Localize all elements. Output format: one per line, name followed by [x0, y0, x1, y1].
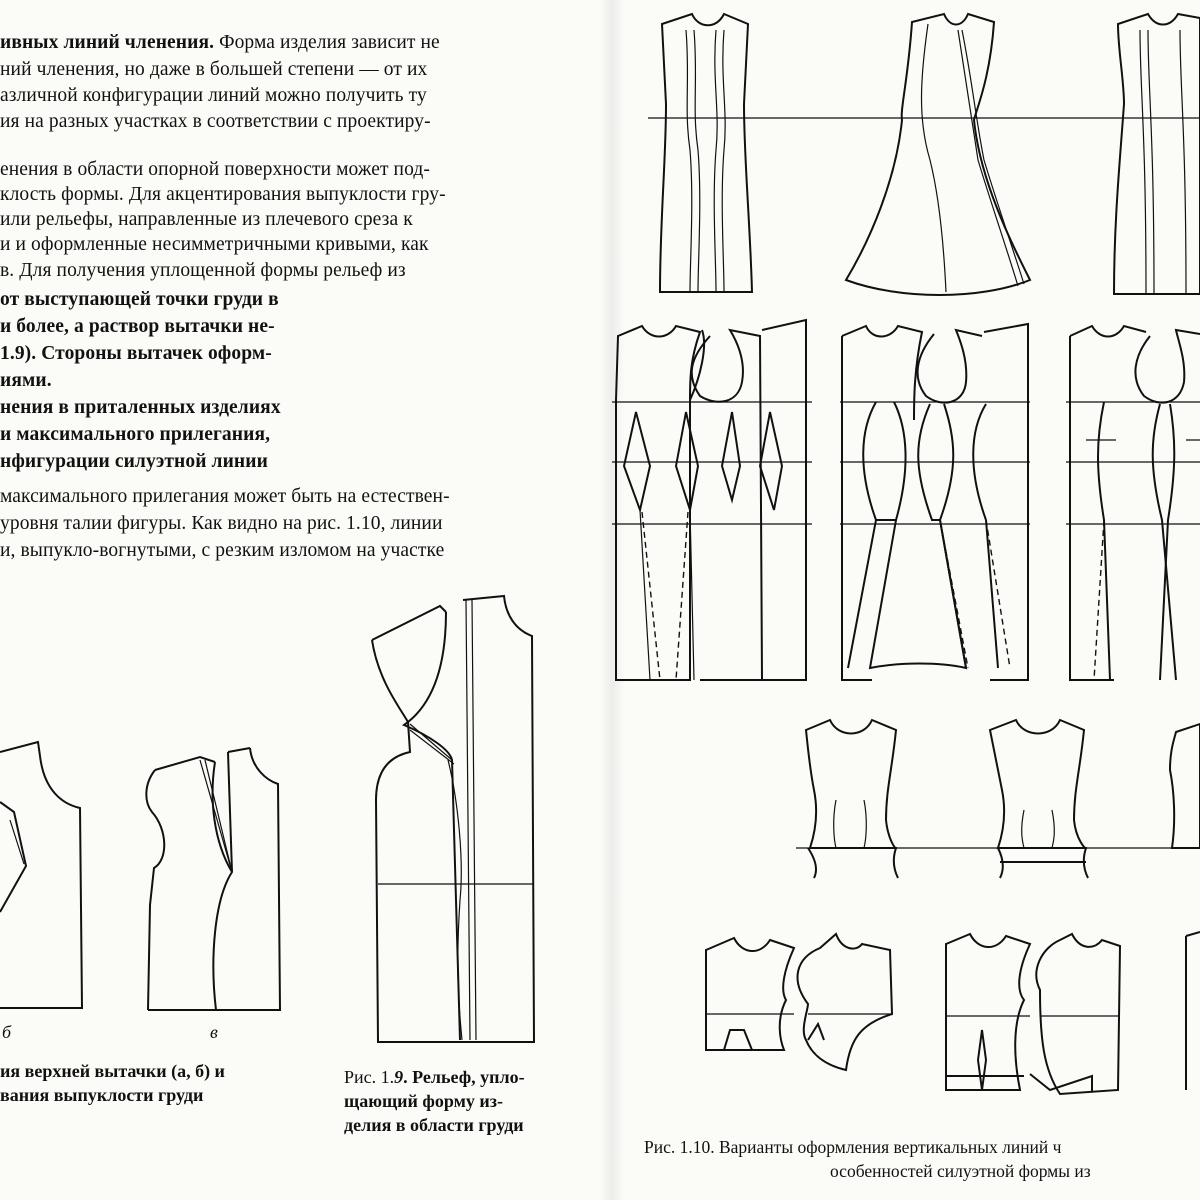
text-line-12: 1.9). Стороны вытачек оформ-: [0, 343, 272, 364]
text-line-2: ний членения, но даже в большей степени — от их: [0, 59, 428, 80]
text-line-9: в. Для получения уплощенной формы рельеф из: [0, 260, 406, 281]
pattern-row-2: [612, 320, 1200, 680]
text-line-7: или рельефы, направленные из плечевого среза к: [0, 209, 413, 230]
caption-fig-1-9-line-3: делия в области груди: [344, 1115, 524, 1135]
bodice-row-3: [796, 720, 1200, 878]
text-line-4: ия на разных участках в соответствии с проектиру-: [0, 111, 431, 132]
text-line-19: и, выпукло-вогнутыми, с резким изломом на участке: [0, 540, 445, 561]
text-line-6: клость формы. Для акцентирования выпуклости гру-: [0, 184, 446, 205]
caption-fig-1-10-line-1: Рис. 1.10. Варианты оформления вертикальных линий ч: [644, 1137, 1062, 1157]
caption-fig-1-8-line-2: вания выпуклости груди: [0, 1085, 204, 1105]
text-line-10: от выступающей точки груди в: [0, 289, 279, 310]
dress-row-1: [648, 14, 1200, 295]
caption-fig-1-10-line-2: особенностей силуэтной формы из: [830, 1161, 1091, 1181]
text-line-8: и и оформленные несимметричными кривыми, как: [0, 234, 429, 255]
text-line-18: уровня талии фигуры. Как видно на рис. 1.10, линии: [0, 513, 443, 534]
text-line-11: и более, а раствор вытачки не-: [0, 316, 275, 337]
caption-fig-1-8-line-1: ия верхней вытачки (а, б) и: [0, 1061, 225, 1081]
pattern-row-4: [706, 932, 1200, 1094]
caption-fig-1-9-line-1: Рис. 1.9. Рельеф, упло-: [344, 1067, 525, 1087]
figure-label-b: б: [2, 1022, 12, 1042]
text-line-1: ивных линий членения. Форма изделия зависит не: [0, 32, 440, 53]
text-line-15: и максимального прилегания,: [0, 424, 271, 445]
text-line-14: нения в приталенных изделиях: [0, 397, 281, 418]
text-line-17: максимального прилегания может быть на естествен-: [0, 486, 450, 507]
text-line-13: иями.: [0, 370, 52, 391]
text-line-16: нфигурации силуэтной линии: [0, 451, 268, 472]
text-line-3: азличной конфигурации линий можно получить ту: [0, 85, 427, 106]
text-line-5: енения в области опорной поверхности может под-: [0, 159, 430, 180]
caption-fig-1-9-line-2: щающий форму из-: [344, 1091, 503, 1111]
figure-label-v: в: [210, 1022, 218, 1042]
